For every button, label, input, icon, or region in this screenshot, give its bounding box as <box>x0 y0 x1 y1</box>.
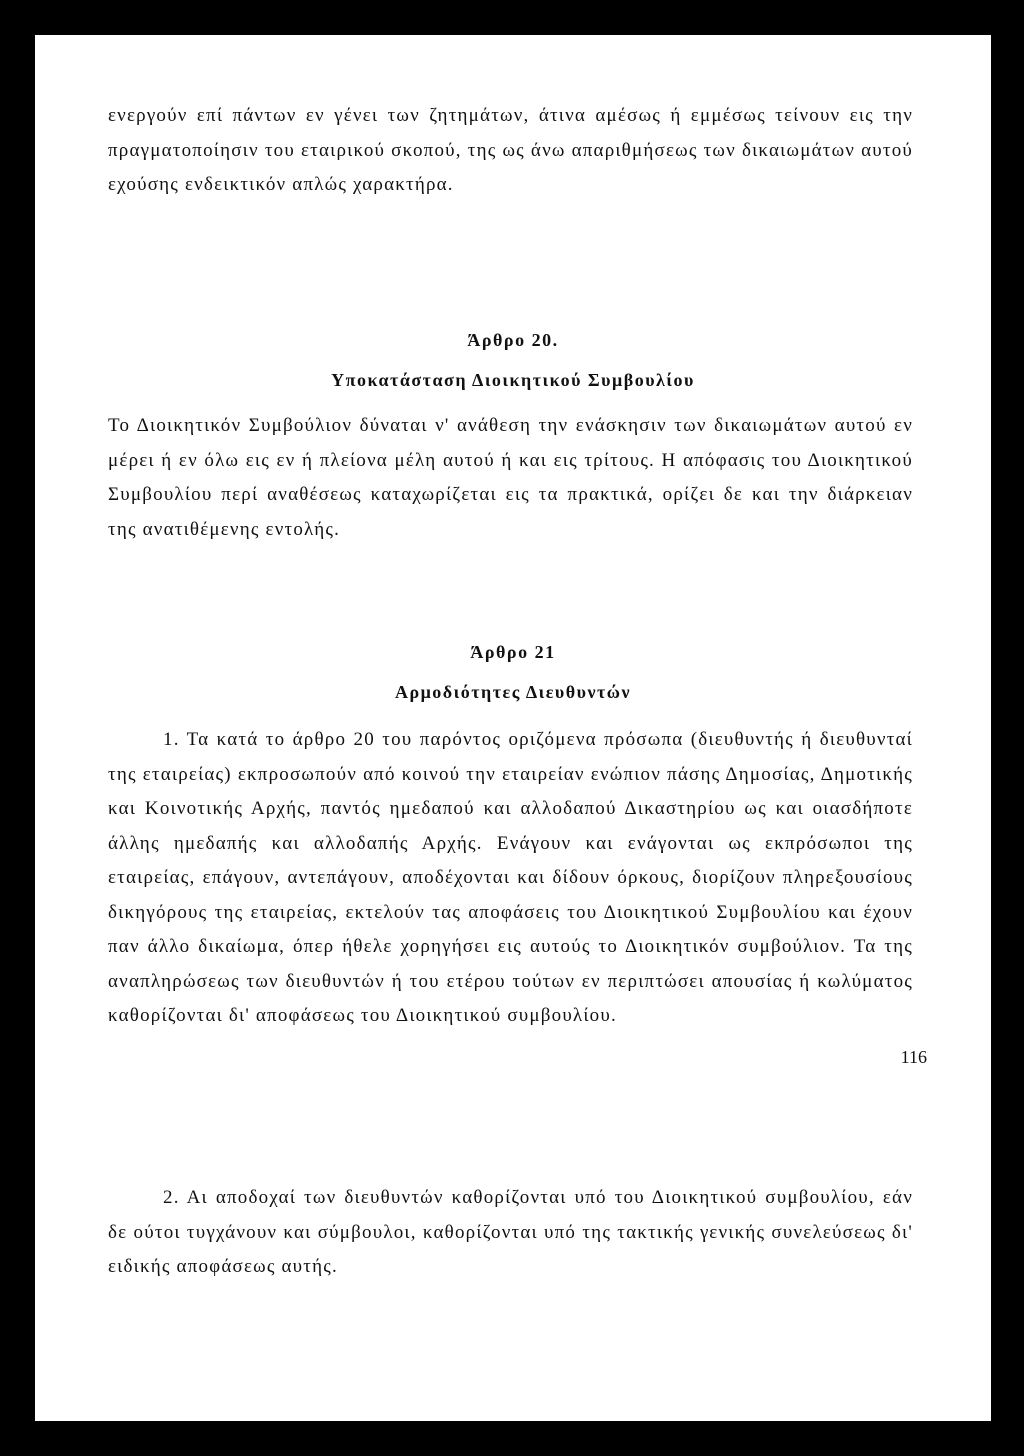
article-21-paragraph-1: 1. Τα κατά το άρθρο 20 του παρόντος οριζόμενα πρόσωπα (διευθυντής ή διευθυνταί της εταιρείας) εκπροσωπούν από κοινού την εταιρείαν ενώπιον πάσης Δημοσίας, Δημοτικής και Κοινοτικής Αρχής, παντός ημεδαπού και αλλοδαπού Δικαστηρίου ως και οιασδήποτε άλλης ημεδαπής και αλλοδαπής Αρχής. Ενάγουν και ενάγονται ως εκπρόσωποι της εταιρείας, επάγουν, αντεπάγουν, αποδέχονται και δίδουν όρκους, διορίζουν πληρεξουσίους δικηγόρους της εταιρείας, εκτελούν τας αποφάσεις του Διοικητικού Συμβουλίου και έχουν παν άλλο δικαίωμα, όπερ ήθελε χορηγήσει εις αυτούς το Διοικητικόν συμβούλιον. Τα της αναπληρώσεως των διευθυντών ή του ετέρου τούτων εν περιπτώσει απουσίας ή κωλύματος καθορίζονται δι' αποφάσεως του Διοικητικού συμβουλίου. <box>108 729 913 1026</box>
article-20-title: Υποκατάσταση Διοικητικού Συμβουλίου <box>331 370 695 390</box>
document-page <box>35 35 991 1421</box>
page-number: 116 <box>900 1047 927 1067</box>
article-21-paragraph-2: 2. Αι αποδοχαί των διευθυντών καθορίζονται υπό του Διοικητικού συμβουλίου, εάν δε ούτοι τυγχάνουν και σύμβουλοι, καθορίζονται υπό της τακτικής γενικής συνελεύσεως δι' ειδικής αποφάσεως αυτής. <box>108 1187 913 1277</box>
article-21-number: Άρθρο 21 <box>470 642 556 662</box>
article-20-paragraph: Το Διοικητικόν Συμβούλιον δύναται ν' ανάθεση την ενάσκησιν των δικαιωμάτων αυτού εν μέρει ή εν όλω εις εν ή πλείονα μέλη αυτού ή και εις τρίτους. Η απόφασις του Διοικητικού Συμβουλίου περί αναθέσεως καταχωρίζεται εις τα πρακτικά, ορίζει δε και την διάρκειαν της ανατιθέμενης εντολής. <box>108 415 913 540</box>
article-20-number: Άρθρο 20. <box>467 330 559 350</box>
intro-paragraph: ενεργούν επί πάντων εν γένει των ζητημάτων, άτινα αμέσως ή εμμέσως τείνουν εις την πραγματοποίησιν του εταιρικού σκοπού, της ως άνω απαριθμήσεως των δικαιωμάτων αυτού εχούσης ενδεικτικόν απλώς χαρακτήρα. <box>108 105 913 195</box>
article-21-title: Αρμοδιότητες Διευθυντών <box>394 682 632 702</box>
